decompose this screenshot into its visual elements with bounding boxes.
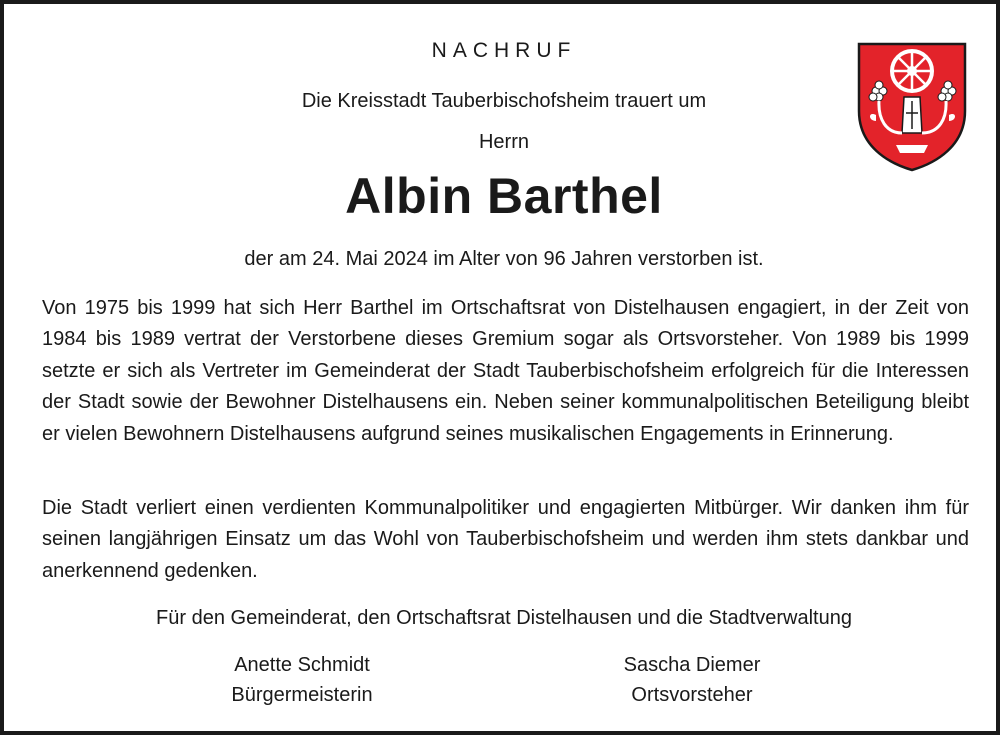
deceased-name: Albin Barthel	[345, 168, 663, 224]
signatory-local-chair	[562, 650, 822, 710]
coat-of-arms-icon	[856, 41, 968, 173]
signatory-title: Ortsvorsteher	[631, 684, 753, 706]
signatory-title: Bürgermeisterin	[231, 684, 373, 706]
biography-paragraph: Von 1975 bis 1999 hat sich Herr Barthel im Ortschaftsrat von Distelhausen engagiert, in der Zeit von 1984 bis 1989 vertrat der Verstorbene dieses Gremium sogar als Ortsvorsteher. Von 1989 bis 1999 setzte er sich als Vertreter im Gemeinderat der Stadt Tauberbischofsheim erfolgreich für die Interessen der Stadt sowie der Bewohner Distelhausens ein. Neben seiner kommunalpolitischen Beteiligung bleibt er vielen Bewohnern Distelhausens aufgrund seines musikalischen Engagements in Erinnerung.	[42, 297, 969, 445]
death-line: der am 24. Mai 2024 im Alter von 96 Jahren verstorben ist.	[244, 248, 764, 270]
notice-heading: NACHRUF	[431, 39, 577, 62]
signatory-name: Anette Schmidt	[234, 654, 370, 676]
signatory-name: Sascha Diemer	[623, 654, 761, 676]
signature-intro: Für den Gemeinderat, den Ortschaftsrat Distelhausen und die Stadtverwaltung	[156, 607, 852, 629]
salutation: Herrn	[478, 131, 529, 153]
signatory-mayor	[172, 650, 432, 710]
intro-line: Die Kreisstadt Tauberbischofsheim trauert um	[301, 90, 707, 112]
tribute-paragraph: Die Stadt verliert einen verdienten Kommunalpolitiker und engagierten Mitbürger. Wir danken ihm für seinen langjährigen Einsatz um das Wohl von Tauberbischofsheim und werden ihm stets dankbar und anerkennend gedenken.	[42, 497, 969, 582]
